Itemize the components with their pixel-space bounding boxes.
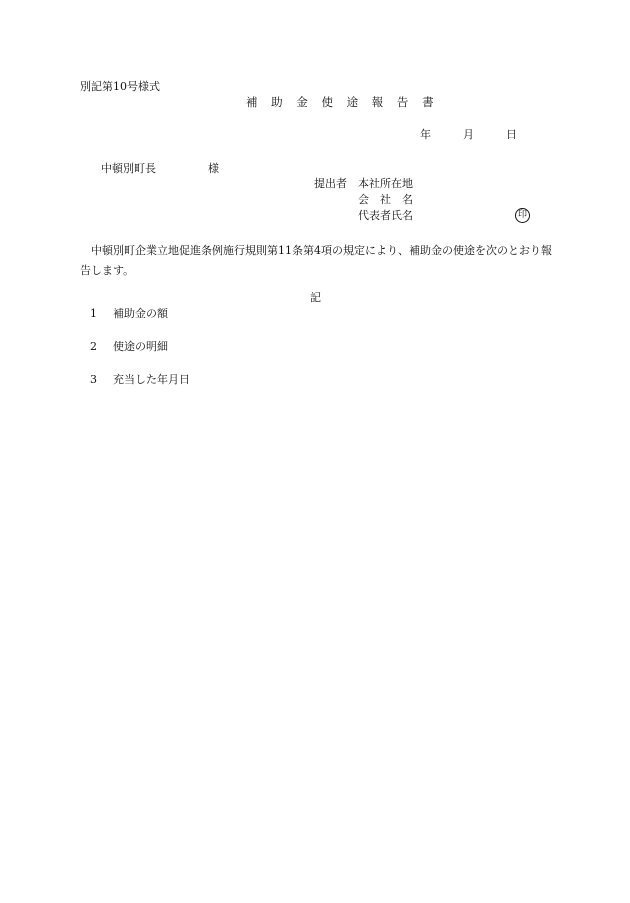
ki-label: 記 (310, 291, 321, 304)
item-number: 2 (90, 340, 97, 353)
body-paragraph: 中頓別町企業立地促進条例施行規則第11条第4項の規定により、補助金の使途を次のとおり報告します。 (80, 244, 552, 277)
address-label: 本社所在地 (358, 177, 413, 190)
seal-mark: 印 (515, 208, 530, 223)
date-year-label: 年 (420, 128, 431, 141)
document-title: 補 助 金 使 途 報 告 書 (246, 95, 439, 109)
submitter-label: 提出者 (314, 177, 347, 190)
date-month-label: 月 (463, 128, 474, 141)
item-label: 補助金の額 (113, 307, 168, 320)
item-label: 使途の明細 (113, 340, 168, 353)
addressee-name: 中頓別町長 (101, 162, 156, 175)
representative-label: 代表者氏名 (358, 209, 413, 222)
list-item (90, 341, 168, 352)
date-day-label: 日 (506, 128, 517, 141)
item-number: 3 (90, 373, 97, 386)
addressee-honorific: 様 (208, 162, 219, 175)
item-label: 充当した年月日 (113, 373, 190, 386)
form-number: 別記第10号様式 (80, 80, 160, 93)
list-item (90, 308, 168, 319)
list-item (90, 374, 190, 385)
item-number: 1 (90, 307, 97, 320)
company-label: 会 社 名 (358, 193, 413, 206)
